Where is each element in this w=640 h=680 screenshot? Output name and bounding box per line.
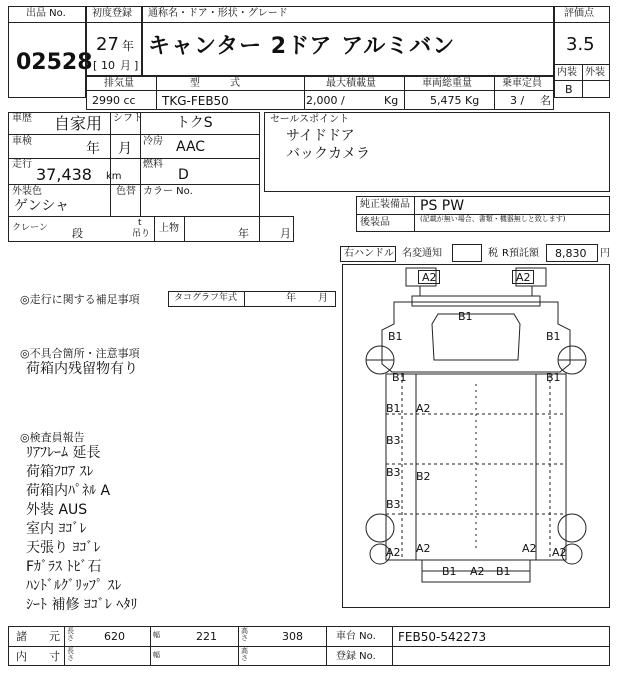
mark-bottom-b1b: B1: [496, 565, 511, 578]
mark-box-a2: A2: [416, 402, 431, 415]
inspector-7: Fｶﾞﾗｽ ﾄﾋﾞ石: [26, 559, 102, 575]
meter-change-box: [452, 244, 482, 262]
options-note: (記載が無い場合、書類・機器無しと致します): [420, 215, 566, 223]
fuel: D: [178, 167, 189, 183]
history: 自家用: [54, 114, 103, 133]
first-reg-label: 初度登録: [92, 8, 132, 19]
inspector-1: ﾘｱﾌﾚｰﾑ 延長: [26, 445, 101, 461]
shift: トクS: [176, 115, 213, 131]
mark-b1-l2: B1: [392, 371, 407, 384]
mark-box-b3b: B3: [386, 466, 401, 479]
gross-weight-label: 車両総重量: [422, 78, 472, 89]
history-label: 車歴: [12, 113, 32, 124]
mark-box-b3r: B3: [386, 498, 401, 511]
gross-weight: 5,475 Kg: [430, 94, 480, 107]
length: 620: [104, 630, 125, 643]
reg-year: 27: [96, 34, 119, 55]
ac-label: 冷房: [143, 136, 163, 147]
mileage-unit: km: [106, 171, 122, 182]
mark-rear-a2-l2: A2: [386, 546, 401, 559]
inspector-6: 天張り ﾖｺﾞﾚ: [26, 540, 101, 556]
width: 221: [196, 630, 217, 643]
interior-label: 内装: [557, 67, 577, 78]
interior-dim-label: 内 寸: [16, 650, 60, 663]
mark-cab-b1-right: B1: [546, 330, 561, 343]
dims-label: 諸 元: [16, 630, 60, 643]
r-tax: 8,830: [555, 247, 587, 260]
crane-stage: 段: [72, 227, 83, 240]
crane-label: クレーン: [12, 223, 48, 233]
max-load: 2,000 /: [306, 94, 345, 107]
fuel-label: 燃料: [143, 159, 163, 170]
inspection-label: 車検: [12, 136, 32, 147]
sales-point-1: サイドドア: [286, 128, 355, 144]
color-no2-label: カラー No.: [143, 186, 193, 197]
length-label: 長さ: [67, 627, 74, 642]
height-label: 高さ: [241, 627, 248, 642]
body-label: 上物: [159, 223, 179, 234]
inspector-9: ｼｰﾄ 補修 ﾖｺﾞﾚ ﾍﾀﾘ: [26, 597, 138, 613]
defects-label: ◎不具合箇所・注意事項: [20, 347, 140, 360]
reg-month-unit: 月: [120, 59, 131, 72]
max-load-unit: Kg: [384, 94, 399, 107]
displacement: 2990 cc: [92, 94, 136, 107]
mileage-label: 走行: [12, 159, 32, 170]
max-load-label: 最大積載量: [326, 78, 376, 89]
reg-month: 10: [101, 59, 115, 72]
inspector-4: 外装 AUS: [26, 502, 88, 518]
mark-box-b2: B2: [416, 470, 431, 483]
width-label: 幅: [153, 631, 160, 639]
grade-value: 3.5: [566, 34, 595, 55]
mark-rear-a2-r2: A2: [552, 546, 567, 559]
tax-label: 税: [488, 248, 498, 259]
insp-month-unit: 月: [118, 141, 132, 157]
mark-bottom-a2: A2: [470, 565, 485, 578]
mileage: 37,438: [36, 165, 92, 184]
chassis: FEB50-542273: [398, 630, 487, 644]
inspector-8: ﾊﾝﾄﾞﾙｸﾞﾘｯﾌﾟ ｽﾚ: [26, 578, 122, 594]
grade-label: 評価点: [564, 8, 594, 19]
tacho-label: タコグラフ年式: [174, 293, 238, 303]
truck-diagram: [342, 264, 610, 608]
length-label-2: 長さ: [67, 647, 74, 662]
equipment: PS PW: [420, 198, 465, 214]
handle: 右ハンドル: [344, 248, 394, 259]
crane-lift: 吊り: [132, 229, 151, 239]
model: TKG-FEB50: [162, 94, 229, 108]
capacity-label: 乗車定員: [502, 78, 542, 89]
defect-1: 荷箱内残留物有り: [26, 361, 138, 377]
mark-rear-a2-r1: A2: [522, 542, 537, 555]
body-box-ext: [184, 216, 294, 242]
mark-bottom-b1a: B1: [442, 565, 457, 578]
displacement-label: 排気量: [104, 78, 134, 89]
options-label: 後装品: [360, 217, 390, 228]
lot-label: 出品 No.: [26, 8, 66, 19]
inspector-label: ◎検査員報告: [20, 431, 85, 444]
width-label-2: 幅: [153, 651, 160, 659]
reg-month-open: [: [93, 59, 98, 72]
name-label: 通称名・ドア・形状・グレード: [148, 8, 288, 19]
height-label-2: 高さ: [241, 647, 248, 662]
color: ゲンシャ: [14, 198, 70, 214]
color-label: 外装色: [12, 186, 42, 197]
lot-number: 02528: [16, 50, 93, 75]
mark-cab-b1-top: B1: [458, 310, 473, 323]
body-month: 月: [280, 227, 291, 240]
equipment-label: 純正装備品: [360, 199, 410, 210]
mark-box-b1: B1: [386, 402, 401, 415]
color-no-label: 色替: [116, 186, 136, 197]
mark-cab-b1-left: B1: [388, 330, 403, 343]
chassis-label: 車台 No.: [336, 631, 376, 642]
interior-grade: B: [565, 83, 573, 96]
sales-label: セールスポイント: [270, 114, 350, 125]
inspector-3: 荷箱内ﾊﾟﾈﾙ A: [26, 483, 111, 499]
model-label: 型 式: [190, 78, 240, 89]
exterior-label: 外装: [585, 67, 605, 78]
r-tax-label: R預託額: [502, 248, 539, 259]
shift-label: シフト: [113, 113, 143, 124]
ac: AAC: [176, 139, 206, 155]
mark-box-b3a: B3: [386, 434, 401, 447]
car-name: キャンター 2ドア アルミバン: [148, 34, 456, 59]
driving-label: ◎走行に関する補足事項: [20, 293, 140, 306]
reg-year-unit: 年: [122, 39, 135, 53]
yen: 円: [600, 248, 610, 259]
reg-month-close: ]: [134, 59, 139, 72]
mark-b1-r2: B1: [546, 371, 561, 384]
meter-change-label: 名変通知: [402, 248, 442, 259]
body-year: 年: [238, 227, 249, 240]
tacho-year: 年: [286, 293, 296, 304]
insp-year-unit: 年: [86, 141, 100, 157]
capacity: 3 /: [510, 94, 525, 107]
tacho-month: 月: [318, 293, 328, 304]
reg-label: 登録 No.: [336, 651, 376, 662]
capacity-unit: 名: [540, 94, 551, 107]
inspector-5: 室内 ﾖｺﾞﾚ: [26, 521, 87, 537]
mark-rear-a2-l1: A2: [416, 542, 431, 555]
mark-top-a2-right: A2: [516, 271, 531, 284]
inspector-2: 荷箱ﾌﾛｱ ｽﾚ: [26, 464, 94, 480]
mark-top-a2-left: A2: [422, 271, 437, 284]
sales-point-2: バックカメラ: [286, 146, 370, 162]
height: 308: [282, 630, 303, 643]
crane-t: t: [138, 218, 142, 228]
